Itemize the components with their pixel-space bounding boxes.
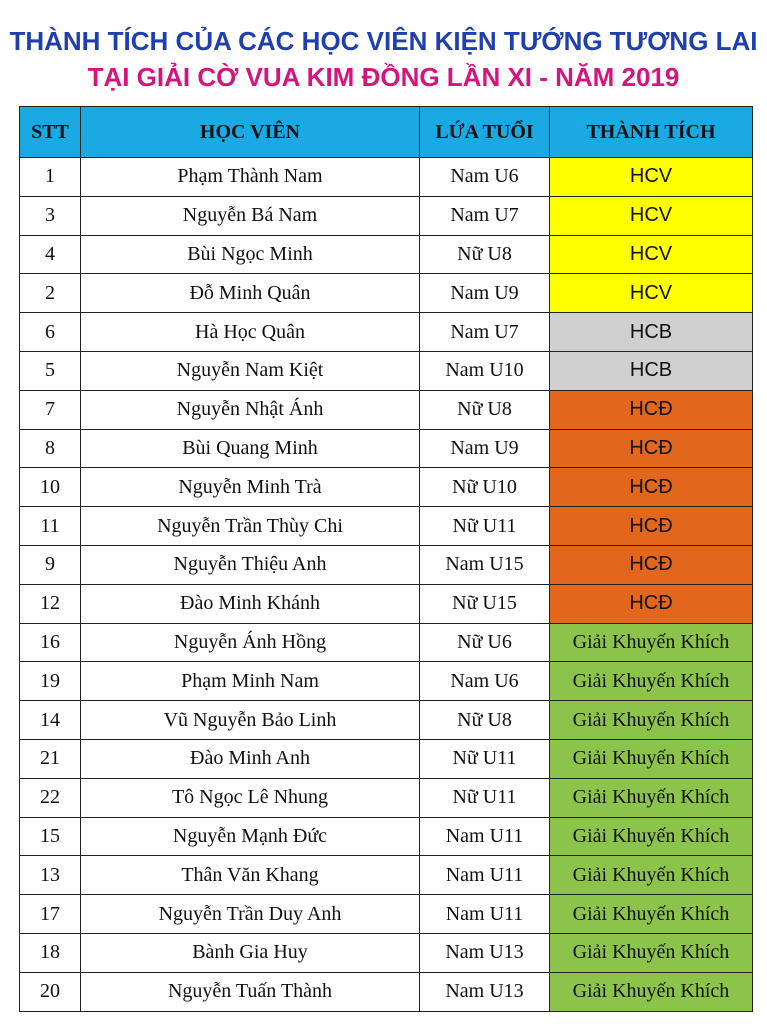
cell-name: Nguyễn Bá Nam: [81, 196, 420, 235]
cell-stt: 22: [20, 778, 81, 817]
table-row: [20, 701, 753, 740]
cell-award: HCĐ: [550, 507, 753, 546]
cell-name: Nguyễn Minh Trà: [81, 468, 420, 507]
table-row: [20, 507, 753, 546]
cell-name: Nguyễn Ánh Hồng: [81, 623, 420, 662]
table-row: [20, 390, 753, 429]
cell-stt: 5: [20, 351, 81, 390]
cell-name: Tô Ngọc Lê Nhung: [81, 778, 420, 817]
cell-award: Giải Khuyến Khích: [550, 739, 753, 778]
cell-stt: 1: [20, 158, 81, 197]
table-body: [20, 158, 753, 1012]
cell-award: Giải Khuyến Khích: [550, 972, 753, 1011]
cell-stt: 15: [20, 817, 81, 856]
table-row: [20, 468, 753, 507]
cell-stt: 18: [20, 933, 81, 972]
cell-stt: 10: [20, 468, 81, 507]
cell-name: Vũ Nguyễn Bảo Linh: [81, 701, 420, 740]
cell-award: Giải Khuyến Khích: [550, 662, 753, 701]
header-stt: STT: [20, 107, 81, 158]
cell-award: HCV: [550, 235, 753, 274]
cell-award: Giải Khuyến Khích: [550, 701, 753, 740]
cell-age: Nam U11: [420, 895, 550, 934]
header-age: LỨA TUỔI: [420, 107, 550, 158]
cell-award: HCV: [550, 274, 753, 313]
table-row: [20, 351, 753, 390]
cell-age: Nữ U10: [420, 468, 550, 507]
cell-award: HCĐ: [550, 545, 753, 584]
cell-name: Nguyễn Nam Kiệt: [81, 351, 420, 390]
cell-stt: 20: [20, 972, 81, 1011]
cell-name: Thân Văn Khang: [81, 856, 420, 895]
table-row: [20, 545, 753, 584]
cell-stt: 13: [20, 856, 81, 895]
cell-name: Đào Minh Khánh: [81, 584, 420, 623]
cell-stt: 3: [20, 196, 81, 235]
cell-age: Nữ U8: [420, 701, 550, 740]
cell-age: Nữ U15: [420, 584, 550, 623]
cell-award: Giải Khuyến Khích: [550, 817, 753, 856]
cell-age: Nam U11: [420, 817, 550, 856]
cell-stt: 12: [20, 584, 81, 623]
cell-name: Bùi Ngọc Minh: [81, 235, 420, 274]
table-row: [20, 662, 753, 701]
cell-stt: 9: [20, 545, 81, 584]
cell-name: Bùi Quang Minh: [81, 429, 420, 468]
cell-stt: 19: [20, 662, 81, 701]
table-row: [20, 933, 753, 972]
cell-award: HCĐ: [550, 584, 753, 623]
header-row: [20, 107, 753, 158]
table-header: [20, 107, 753, 158]
page-subtitle: TẠI GIẢI CỜ VUA KIM ĐỒNG LẦN XI - NĂM 2019: [87, 62, 680, 92]
cell-stt: 11: [20, 507, 81, 546]
cell-stt: 17: [20, 895, 81, 934]
cell-age: Nam U7: [420, 313, 550, 352]
cell-age: Nữ U8: [420, 235, 550, 274]
cell-age: Nam U9: [420, 274, 550, 313]
cell-award: HCB: [550, 313, 753, 352]
table-row: [20, 817, 753, 856]
cell-age: Nam U11: [420, 856, 550, 895]
cell-award: Giải Khuyến Khích: [550, 933, 753, 972]
cell-stt: 4: [20, 235, 81, 274]
page-title: THÀNH TÍCH CỦA CÁC HỌC VIÊN KIỆN TƯỚNG TƯƠNG LAI: [9, 26, 758, 56]
table-row: [20, 429, 753, 468]
header-name: HỌC VIÊN: [81, 107, 420, 158]
cell-award: HCĐ: [550, 390, 753, 429]
cell-name: Hà Học Quân: [81, 313, 420, 352]
table-row: [20, 856, 753, 895]
cell-award: Giải Khuyến Khích: [550, 778, 753, 817]
cell-stt: 7: [20, 390, 81, 429]
results-table: [19, 106, 753, 1012]
cell-age: Nam U6: [420, 158, 550, 197]
cell-stt: 21: [20, 739, 81, 778]
table-row: [20, 584, 753, 623]
cell-stt: 2: [20, 274, 81, 313]
cell-age: Nam U7: [420, 196, 550, 235]
cell-name: Nguyễn Nhật Ánh: [81, 390, 420, 429]
table-row: [20, 313, 753, 352]
cell-award: Giải Khuyến Khích: [550, 856, 753, 895]
table-row: [20, 739, 753, 778]
cell-award: HCV: [550, 196, 753, 235]
cell-age: Nam U9: [420, 429, 550, 468]
cell-name: Đào Minh Anh: [81, 739, 420, 778]
cell-age: Nam U15: [420, 545, 550, 584]
cell-name: Nguyễn Trần Duy Anh: [81, 895, 420, 934]
cell-age: Nam U13: [420, 972, 550, 1011]
cell-age: Nữ U11: [420, 507, 550, 546]
cell-name: Bành Gia Huy: [81, 933, 420, 972]
cell-award: Giải Khuyến Khích: [550, 895, 753, 934]
cell-name: Nguyễn Tuấn Thành: [81, 972, 420, 1011]
cell-stt: 8: [20, 429, 81, 468]
table-row: [20, 895, 753, 934]
cell-award: HCĐ: [550, 468, 753, 507]
cell-award: Giải Khuyến Khích: [550, 623, 753, 662]
cell-age: Nữ U11: [420, 739, 550, 778]
cell-age: Nam U6: [420, 662, 550, 701]
cell-stt: 16: [20, 623, 81, 662]
cell-name: Phạm Thành Nam: [81, 158, 420, 197]
cell-age: Nữ U11: [420, 778, 550, 817]
cell-age: Nam U10: [420, 351, 550, 390]
cell-name: Nguyễn Trần Thùy Chi: [81, 507, 420, 546]
cell-age: Nữ U6: [420, 623, 550, 662]
cell-age: Nam U13: [420, 933, 550, 972]
table-row: [20, 196, 753, 235]
cell-award: HCB: [550, 351, 753, 390]
cell-award: HCV: [550, 158, 753, 197]
cell-name: Nguyễn Thiệu Anh: [81, 545, 420, 584]
header-award: THÀNH TÍCH: [550, 107, 753, 158]
table-row: [20, 623, 753, 662]
cell-age: Nữ U8: [420, 390, 550, 429]
table-row: [20, 274, 753, 313]
cell-name: Đỗ Minh Quân: [81, 274, 420, 313]
cell-name: Nguyễn Mạnh Đức: [81, 817, 420, 856]
cell-award: HCĐ: [550, 429, 753, 468]
table-row: [20, 778, 753, 817]
cell-stt: 6: [20, 313, 81, 352]
table-row: [20, 972, 753, 1011]
table-row: [20, 158, 753, 197]
page-header: [0, 0, 767, 100]
cell-name: Phạm Minh Nam: [81, 662, 420, 701]
cell-stt: 14: [20, 701, 81, 740]
table-row: [20, 235, 753, 274]
